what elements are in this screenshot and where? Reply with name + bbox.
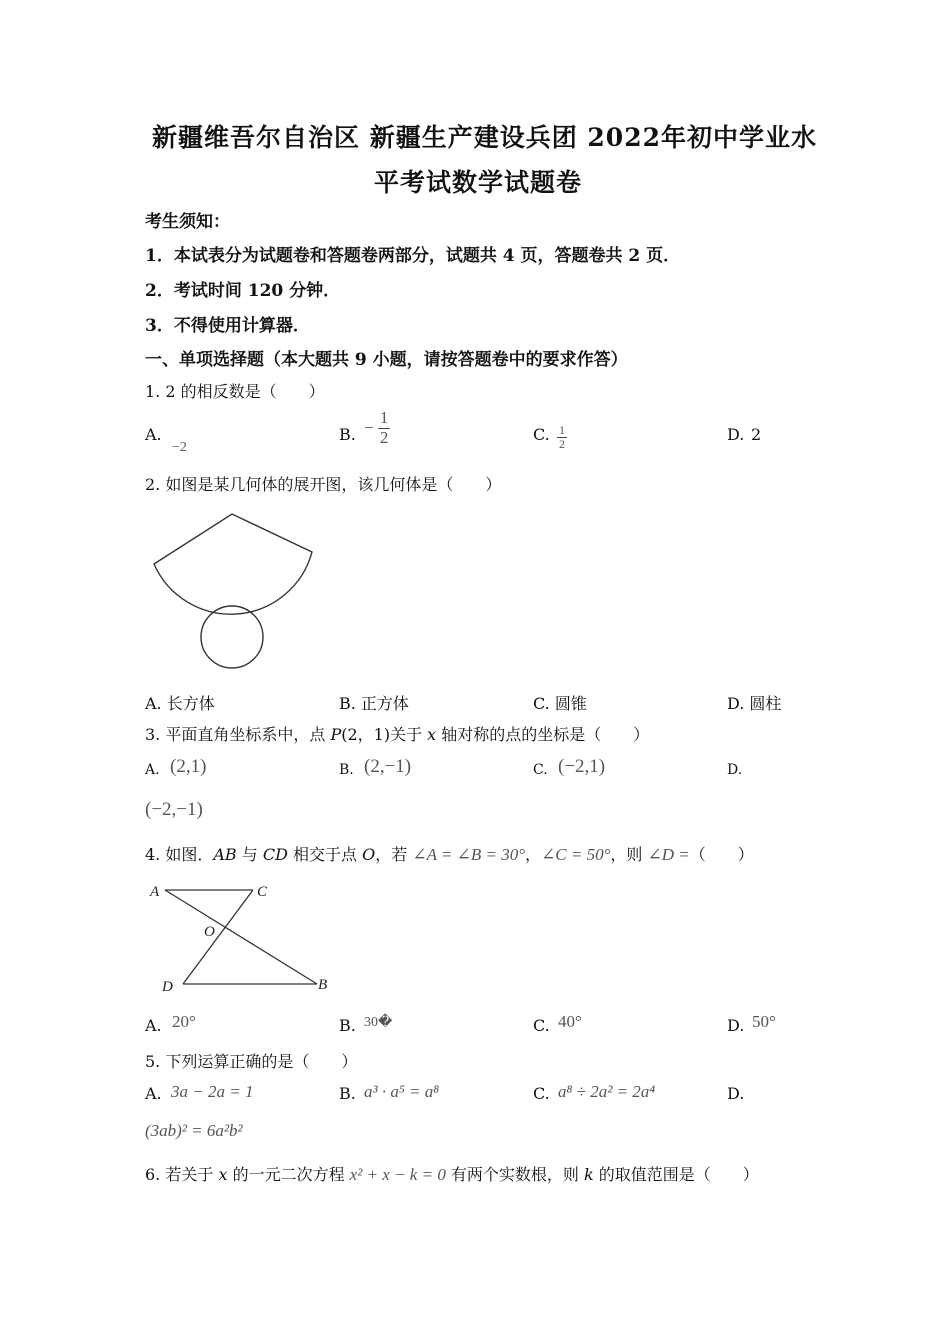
q3-option-a-label: A. xyxy=(145,762,160,778)
segment-ab xyxy=(165,890,317,984)
label-c: C xyxy=(257,884,268,900)
q5-option-d-value: (3ab)² = 6a²b² xyxy=(145,1121,243,1140)
q1-stem: 1. 2 的相反数是（ ） xyxy=(145,382,325,401)
q4-option-b-label: B. xyxy=(339,1016,356,1035)
q2-option-c: C. 圆锥 xyxy=(533,694,587,713)
q1-option-d-value: 2 xyxy=(751,425,762,444)
q2-net-figure xyxy=(150,510,320,675)
q2-option-d: D. 圆柱 xyxy=(727,694,782,713)
label-o: O xyxy=(204,924,215,940)
q5-option-c-value: a⁸ ÷ 2a² = 2a⁴ xyxy=(558,1082,656,1101)
q1-option-a-value: −2 xyxy=(172,440,187,455)
q1-option-c-value: $\frac{1}{2}$ xyxy=(559,423,565,452)
q5-option-a-value: 3a − 2a = 1 xyxy=(171,1082,254,1101)
sector-shape xyxy=(154,514,312,614)
page-title-line2: 平考试数学试题卷 xyxy=(374,168,583,197)
q1-option-c-label: C. xyxy=(533,425,550,444)
q3-stem: 3. 平面直角坐标系中，点 P(2，1)关于 x 轴对称的点的坐标是（ ） xyxy=(145,725,650,744)
q4-option-a-value: 20° xyxy=(172,1012,196,1031)
q5-option-b-label: B. xyxy=(339,1084,356,1103)
q4-option-c-label: C. xyxy=(533,1016,550,1035)
q2-option-a: A. 长方体 xyxy=(145,694,215,713)
q3-option-a-value: (2,1) xyxy=(170,756,207,777)
q5-option-c-label: C. xyxy=(533,1084,550,1103)
page-title-line1: 新疆维吾尔自治区 新疆生产建设兵团 2022年初中学业水 xyxy=(152,123,817,152)
q3-option-d-value: (−2,−1) xyxy=(145,799,203,820)
q4-option-b-value: 30� xyxy=(364,1015,393,1030)
q1-option-d-label: D. xyxy=(727,425,745,444)
q3-option-c-label: C. xyxy=(533,762,548,778)
q4-option-d-label: D. xyxy=(727,1016,745,1035)
q2-stem: 2. 如图是某几何体的展开图，该几何体是（ ） xyxy=(145,475,502,494)
q4-option-c-value: 40° xyxy=(558,1012,582,1031)
q5-stem: 5. 下列运算正确的是（ ） xyxy=(145,1052,358,1071)
q3-option-b-label: B. xyxy=(339,762,354,778)
q4-intersect-figure xyxy=(145,878,340,998)
section-heading: 一、单项选择题（本大题共 9 小题，请按答题卷中的要求作答） xyxy=(145,350,628,370)
q3-option-b-value: (2,−1) xyxy=(364,756,412,777)
q1-option-b-value: − $\frac{1}{2}$ xyxy=(364,408,389,447)
label-a: A xyxy=(150,884,160,900)
label-b: B xyxy=(318,977,328,993)
q4-option-d-value: 50° xyxy=(752,1012,776,1031)
q5-option-d-label: D. xyxy=(727,1084,745,1103)
circle-shape xyxy=(201,606,263,668)
q4-option-a-label: A. xyxy=(145,1016,162,1035)
q5-option-b-value: a³ · a⁵ = a⁸ xyxy=(364,1082,440,1101)
notice-heading: 考生须知： xyxy=(145,212,230,232)
notice-item-3: 3．不得使用计算器． xyxy=(145,316,310,336)
q1-option-a-label: A. xyxy=(145,425,162,444)
segment-cd xyxy=(183,890,253,984)
notice-item-2: 2．考试时间 120 分钟． xyxy=(145,281,341,301)
notice-item-1: 1．本试表分为试题卷和答题卷两部分，试题共 4 页，答题卷共 2 页． xyxy=(145,246,681,266)
q2-option-b: B. 正方体 xyxy=(339,694,409,713)
q6-stem: 6. 若关于 x 的一元二次方程 x² + x − k = 0 有两个实数根，则 k 的取值范围是（ ） xyxy=(145,1165,759,1184)
q1-option-b-label: B. xyxy=(339,425,356,444)
label-d: D xyxy=(162,979,173,995)
q3-option-d-label: D. xyxy=(727,762,743,778)
q3-option-c-value: (−2,1) xyxy=(558,756,606,777)
q5-option-a-label: A. xyxy=(145,1084,162,1103)
q4-stem: 4. 如图．AB 与 CD 相交于点 O，若 ∠A = ∠B = 30°，∠C = 50°，则 ∠D =（ ） xyxy=(145,845,754,864)
